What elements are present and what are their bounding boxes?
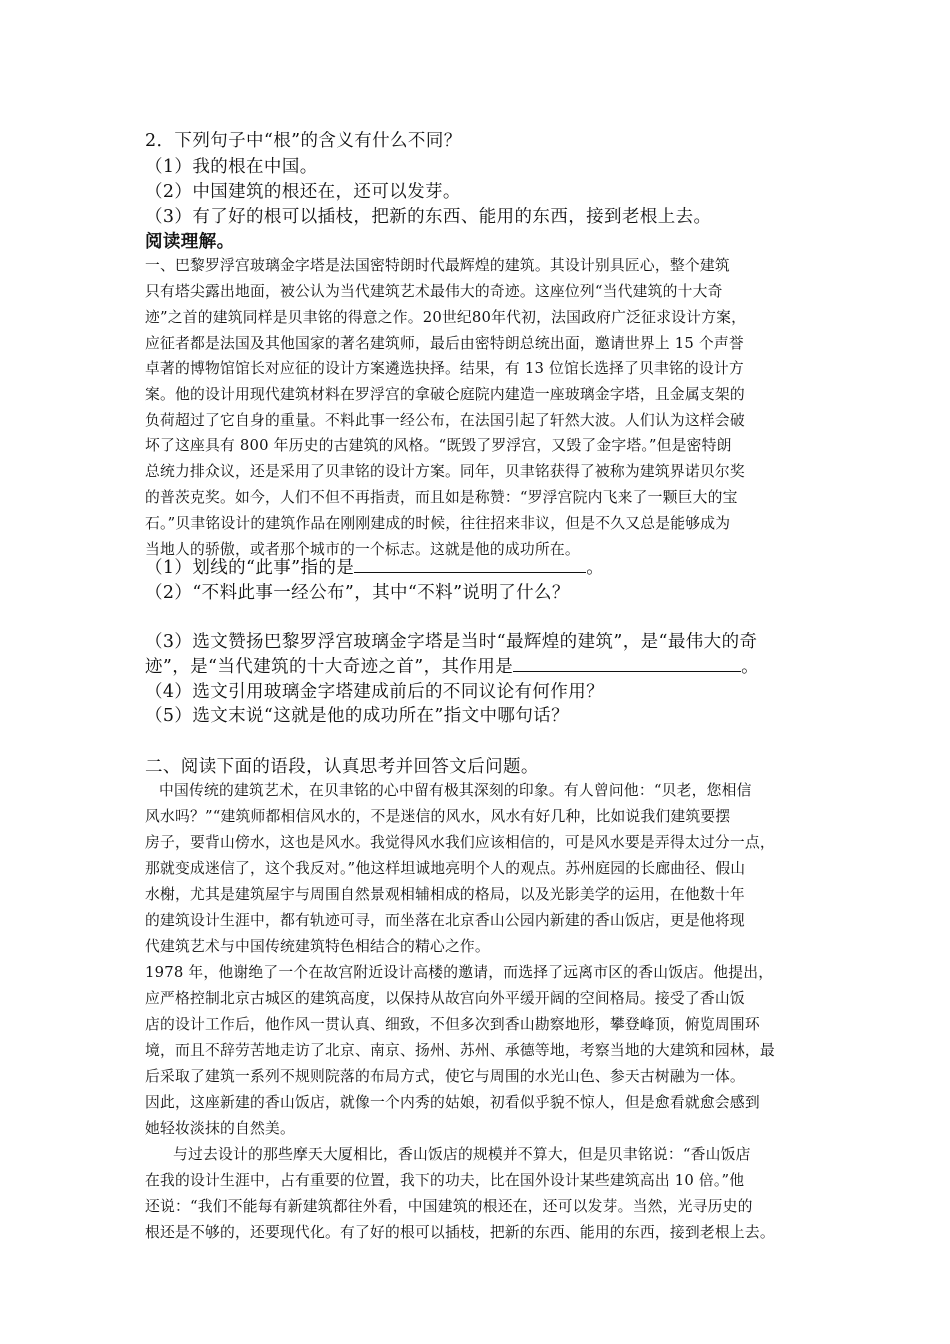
passage-2-line: 的建筑设计生涯中，都有轨迹可寻，而坐落在北京香山公园内新建的香山饭店，更是他将现 bbox=[145, 912, 745, 929]
question-2-title: 2．下列句子中“根”的含义有什么不同？ bbox=[145, 131, 462, 151]
section-heading: 阅读理解。 bbox=[145, 232, 235, 252]
passage-1-line: 卓著的博物馆馆长对应征的设计方案遴选抉择。结果，有 13 位馆长选择了贝聿铭的设计方 bbox=[145, 360, 744, 377]
question-1-2: （2）“不料此事一经公布”，其中“不料”说明了什么？ bbox=[145, 583, 570, 603]
passage-1-line: 当地人的骄傲，或者那个城市的一个标志。这就是他的成功所在。 bbox=[145, 541, 580, 558]
answer-blank-2[interactable] bbox=[513, 655, 741, 672]
passage-2-line: 中国传统的建筑艺术，在贝聿铭的心中留有极其深刻的印象。有人曾问他：“贝老，您相信 bbox=[159, 782, 752, 799]
answer-blank-1[interactable] bbox=[354, 556, 586, 573]
passage-2-line: 应严格控制北京古城区的建筑高度，以保持从故宫向外平缓开阔的空间格局。接受了香山饭 bbox=[145, 990, 745, 1007]
passage-1-line: 坏了这座具有 800 年历史的古建筑的风格。“既毁了罗浮宫，又毁了金字塔。”但是密特朗 bbox=[145, 437, 732, 454]
question-1-1-text: （1）划线的“此事”指的是 bbox=[145, 558, 355, 578]
question-1-4: （4）选文引用玻璃金字塔建成前后的不同议论有何作用？ bbox=[145, 682, 605, 702]
section-2-title: 二、阅读下面的语段，认真思考并回答文后问题。 bbox=[145, 757, 539, 777]
passage-2-line: 因此，这座新建的香山饭店，就像一个内秀的姑娘，初看似乎貌不惊人，但是愈看就愈会感到 bbox=[145, 1094, 760, 1111]
passage-1-line: 案。他的设计用现代建筑材料在罗浮宫的拿破仑庭院内建造一座玻璃金字塔，且金属支架的 bbox=[145, 386, 745, 403]
question-1-3-text: 迹”，是“当代建筑的十大奇迹之首”，其作用是 bbox=[145, 657, 514, 677]
passage-2-line: 水榭，尤其是建筑屋宇与周围自然景观相辅相成的格局，以及光影美学的运用，在他数十年 bbox=[145, 886, 745, 903]
passage-1-line: 总统力排众议，还是采用了贝聿铭的设计方案。同年，贝聿铭获得了被称为建筑界诺贝尔奖 bbox=[145, 463, 745, 480]
passage-1-line: 石。”贝聿铭设计的建筑作品在刚刚建成的时候，往往招来非议，但是不久又总是能够成为 bbox=[145, 515, 731, 532]
passage-1-line: 应征者都是法国及其他国家的著名建筑师，最后由密特朗总统出面，邀请世界上 15 个声誉 bbox=[145, 335, 744, 352]
question-1-3-end: 。 bbox=[741, 657, 760, 677]
passage-1-line: 的普茨克奖。如今，人们不但不再指责，而且如是称赞：“罗浮宫院内飞来了一颗巨大的宝 bbox=[145, 489, 738, 506]
passage-1-line: 只有塔尖露出地面，被公认为当代建筑艺术最伟大的奇迹。这座位列“当代建筑的十大奇 bbox=[145, 283, 723, 300]
question-1-1 bbox=[145, 554, 604, 579]
question-2-sentence-1: （1）我的根在中国。 bbox=[145, 157, 318, 177]
passage-2-line: 境，而且不辞劳苦地走访了北京、南京、扬州、苏州、承德等地，考察当地的大建筑和园林，最 bbox=[145, 1042, 775, 1059]
passage-1-line: 负荷超过了它自身的重量。不料此事一经公布，在法国引起了轩然大波。人们认为这样会破 bbox=[145, 412, 745, 429]
question-1-3-line-1: （3）选文赞扬巴黎罗浮宫玻璃金字塔是当时“最辉煌的建筑”，是“最伟大的奇 bbox=[145, 632, 758, 652]
question-1-1-end: 。 bbox=[586, 558, 605, 578]
passage-2-line: 后采取了建筑一系列不规则院落的布局方式，使它与周围的水光山色、参天古树融为一体。 bbox=[145, 1068, 745, 1085]
passage-2-line: 房子，要背山傍水，这也是风水。我觉得风水我们应该相信的，可是风水要是弄得太过分一点， bbox=[145, 834, 775, 851]
passage-2-line: 1978 年，他谢绝了一个在故宫附近设计高楼的邀请，而选择了远离市区的香山饭店。他提出， bbox=[145, 964, 774, 981]
passage-2-line: 代建筑艺术与中国传统建筑特色相结合的精心之作。 bbox=[145, 938, 490, 955]
passage-2-line: 她轻妆淡抹的自然美。 bbox=[145, 1120, 295, 1137]
passage-1-line: 一、巴黎罗浮宫玻璃金字塔是法国密特朗时代最辉煌的建筑。其设计别具匠心，整个建筑 bbox=[145, 257, 730, 274]
passage-2-line: 根还是不够的，还要现代化。有了好的根可以插枝，把新的东西、能用的东西，接到老根上去。 bbox=[145, 1224, 775, 1241]
passage-2-line: 店的设计工作后，他作风一贯认真、细致，不但多次到香山勘察地形，攀登峰顶，俯览周围环 bbox=[145, 1016, 760, 1033]
question-1-3-line-2 bbox=[145, 653, 759, 678]
passage-2-line: 还说：“我们不能每有新建筑都往外看，中国建筑的根还在，还可以发芽。当然，光寻历史的 bbox=[145, 1198, 753, 1215]
passage-2-line: 与过去设计的那些摩天大厦相比，香山饭店的规模并不算大，但是贝聿铭说：“香山饭店 bbox=[173, 1146, 751, 1163]
question-1-5: （5）选文末说“这就是他的成功所在”指文中哪句话？ bbox=[145, 706, 570, 726]
passage-2-line: 风水吗？”“建筑师都相信风水的，不是迷信的风水，风水有好几种，比如说我们建筑要摆 bbox=[145, 808, 731, 825]
question-2-sentence-3: （3）有了好的根可以插枝，把新的东西、能用的东西，接到老根上去。 bbox=[145, 207, 712, 227]
question-2-sentence-2: （2）中国建筑的根还在，还可以发芽。 bbox=[145, 182, 461, 202]
passage-2-line: 那就变成迷信了，这个我反对。”他这样坦诚地亮明个人的观点。苏州庭园的长廊曲径、假山 bbox=[145, 860, 746, 877]
passage-1-line: 迹”之首的建筑同样是贝聿铭的得意之作。20世纪80年代初，法国政府广泛征求设计方案， bbox=[145, 309, 747, 326]
passage-2-line: 在我的设计生涯中，占有重要的位置，我下的功夫，比在国外设计某些建筑高出 10 倍。”他 bbox=[145, 1172, 745, 1189]
